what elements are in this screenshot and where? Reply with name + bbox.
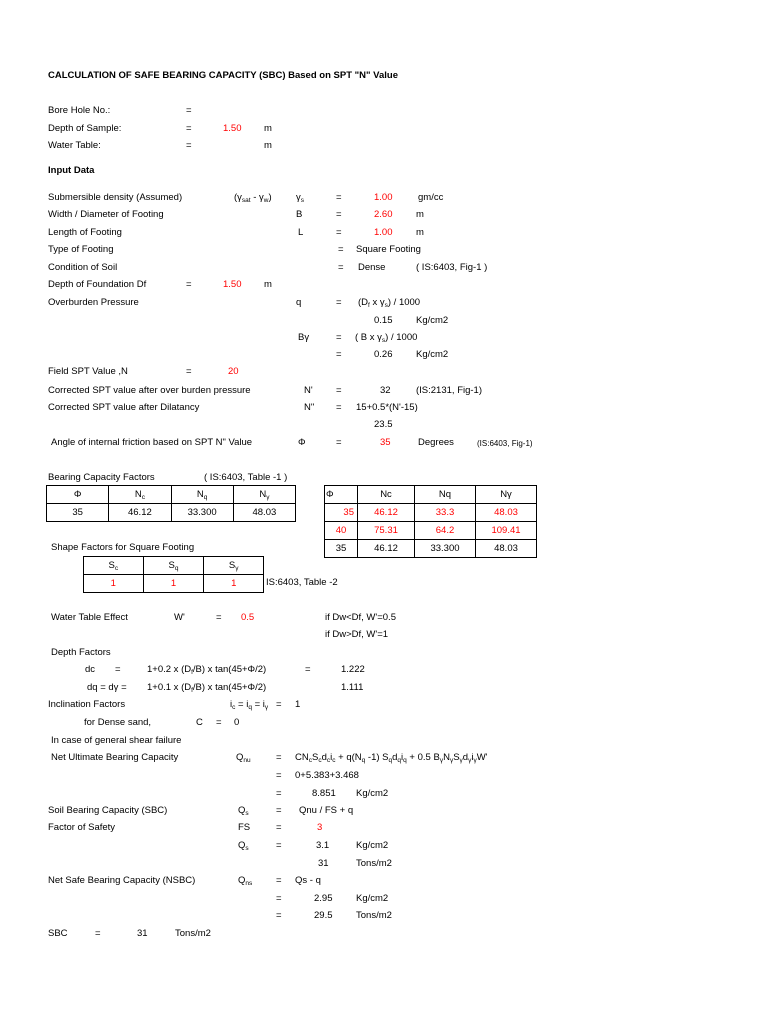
column-header-nc: $N_c$ <box>109 486 171 504</box>
equals-sign: = <box>276 805 282 816</box>
column-header-phi: Φ <box>325 486 358 504</box>
unit-m: m <box>264 140 272 151</box>
depth-foundation-value: 1.50 <box>223 279 242 290</box>
equals-sign: = <box>336 402 342 413</box>
table-header-row <box>47 486 296 504</box>
dc-formula: 1+0.2 x $(D_f/B)$ x tan(45+Φ/2) <box>147 664 267 676</box>
table-cell: 1 <box>84 575 144 593</box>
general-shear-label: In case of general shear failure <box>51 735 182 746</box>
net-ultimate-bearing-capacity-label: Net Ultimate Bearing Capacity <box>51 752 179 763</box>
corrected-spt-overburden-reference: (IS:2131, Fig-1) <box>416 385 482 396</box>
equals-sign: = <box>336 385 342 396</box>
equals-sign: = <box>95 928 101 939</box>
table-cell: 48.03 <box>476 504 537 522</box>
equals-sign: = <box>276 788 282 799</box>
qs-tons-value: 31 <box>318 858 329 869</box>
equals-sign: = <box>186 279 192 290</box>
equals-sign: = <box>338 262 344 273</box>
table-cell: 1 <box>204 575 264 593</box>
table-cell: 35 <box>325 504 358 522</box>
table-header-row <box>84 557 264 575</box>
input-data-heading: Input Data <box>48 165 95 176</box>
page-title: CALCULATION OF SAFE BEARING CAPACITY (SBC) Based on SPT "N" Value <box>48 70 398 81</box>
unit-tonsm2: Tons/m2 <box>356 858 392 869</box>
equals-sign: = <box>336 297 342 308</box>
equals-sign: = <box>336 437 342 448</box>
sbc-formula: Qnu / FS + q <box>299 805 354 816</box>
nubc-formula: $CN_cS_cd_ci_c + q(N_q$ -1) $S_qd_qi_q + 0.5$ $B_\gamma N_\gamma S_\gamma d_\gamma i_\gamma W'$ <box>295 752 488 764</box>
condition-soil-value: Dense <box>358 262 386 273</box>
corrected-spt-dilatancy-label: Corrected SPT value after Dilatancy <box>48 402 200 413</box>
n-prime-symbol: N' <box>304 385 313 396</box>
equals-sign: = <box>336 349 342 360</box>
bearing-capacity-factors-reference: ( IS:6403, Table -1 ) <box>204 472 288 483</box>
unit-m: m <box>264 279 272 290</box>
length-footing-label: Length of Footing <box>48 227 122 238</box>
nsbc-formula: Qs - q <box>295 875 321 886</box>
width-symbol: B <box>296 209 303 220</box>
cohesion-value: 0 <box>234 717 240 728</box>
equals-sign: = <box>276 770 282 781</box>
equals-sign: = <box>216 612 222 623</box>
interpolation-table <box>324 485 537 558</box>
equals-sign: = <box>115 664 121 675</box>
corrected-spt-overburden-label: Corrected SPT value after over burden pressure <box>48 385 251 396</box>
length-symbol: L <box>298 227 304 238</box>
water-table-effect-value: 0.5 <box>241 612 255 623</box>
condition-soil-reference: ( IS:6403, Fig-1 ) <box>416 262 488 273</box>
equals-sign: = <box>276 822 282 833</box>
table-cell: 35 <box>47 504 109 522</box>
nsbc-tons-value: 29.5 <box>314 910 333 921</box>
qnu-symbol: $Q_{nu}$ <box>236 752 251 764</box>
column-header-sc: $S_c$ <box>84 557 144 575</box>
dq-value: 1.111 <box>341 682 364 693</box>
unit-m: m <box>416 227 424 238</box>
field-spt-value: 20 <box>228 366 239 377</box>
equals-sign: = <box>216 717 222 728</box>
table-cell: 46.12 <box>358 540 415 558</box>
net-safe-bearing-capacity-label: Net Safe Bearing Capacity (NSBC) <box>48 875 196 886</box>
dense-sand-label: for Dense sand, <box>84 717 152 728</box>
dc-value: 1.222 <box>341 664 365 675</box>
unit-kgcm2: Kg/cm2 <box>416 349 449 360</box>
nubc-value: 8.851 <box>312 788 336 799</box>
qns-symbol: $Q_{ns}$ <box>238 875 253 887</box>
equals-sign: = <box>186 123 192 134</box>
nsbc-value: 2.95 <box>314 893 333 904</box>
type-footing-value: Square Footing <box>356 244 421 255</box>
equals-sign: = <box>276 752 282 763</box>
overburden-formula: ($D_f$ x $\gamma_s) / 1000$ <box>358 297 421 309</box>
overburden-value: 0.15 <box>374 315 393 326</box>
field-spt-label: Field SPT Value ,N <box>48 366 128 377</box>
qs-value: 3.1 <box>316 840 330 851</box>
table-cell: 75.31 <box>358 522 415 540</box>
column-header-sgamma: $S_\gamma$ <box>204 557 264 575</box>
phi-symbol: Φ <box>298 437 306 448</box>
depth-of-sample-label: Depth of Sample: <box>48 123 122 134</box>
submersible-density-expression: $(\gamma_{sat} - \gamma_w)$ <box>234 192 272 204</box>
width-value: 2.60 <box>374 209 393 220</box>
table-row <box>84 575 264 593</box>
equals-sign: = <box>276 910 282 921</box>
table-cell: 48.03 <box>233 504 295 522</box>
table-row <box>325 540 537 558</box>
depth-factors-label: Depth Factors <box>51 647 111 658</box>
b-gamma-formula: ( B x $\gamma_s) / 1000$ <box>355 332 418 344</box>
bearing-capacity-factors-label: Bearing Capacity Factors <box>48 472 155 483</box>
equals-sign: = <box>276 893 282 904</box>
dc-label: dc <box>85 664 96 675</box>
shape-factors-table <box>83 556 264 593</box>
table-row <box>325 522 537 540</box>
bore-hole-label: Bore Hole No.: <box>48 105 111 116</box>
depth-foundation-label: Depth of Foundation Df <box>48 279 147 290</box>
b-gamma-value: 0.26 <box>374 349 393 360</box>
submersible-density-value: 1.00 <box>374 192 393 203</box>
shape-factors-reference: IS:6403, Table -2 <box>266 577 338 588</box>
table-cell: 33.3 <box>415 504 476 522</box>
column-header-nq: $N_q$ <box>171 486 233 504</box>
dq-label: dq = dγ = <box>87 682 127 693</box>
equals-sign: = <box>338 244 344 255</box>
nubc-step: 0+5.383+3.468 <box>295 770 359 781</box>
water-table-condition-1: if Dw<Df, W'=0.5 <box>325 612 396 623</box>
column-header-ngamma: $N_\gamma$ <box>233 486 295 504</box>
length-value: 1.00 <box>374 227 393 238</box>
final-sbc-label: SBC <box>48 928 68 939</box>
factor-of-safety-value: 3 <box>317 822 323 833</box>
type-footing-label: Type of Footing <box>48 244 114 255</box>
friction-angle-unit: Degrees <box>418 437 454 448</box>
submersible-density-label: Submersible density (Assumed) <box>48 192 183 203</box>
inclination-factors-label: Inclination Factors <box>48 699 126 710</box>
unit-m: m <box>416 209 424 220</box>
unit-tonsm2: Tons/m2 <box>175 928 211 939</box>
equals-sign: = <box>186 366 192 377</box>
submersible-density-unit: gm/cc <box>418 192 444 203</box>
table-cell: 64.2 <box>415 522 476 540</box>
n-double-prime-symbol: N" <box>304 402 315 413</box>
table-row <box>47 504 296 522</box>
equals-sign: = <box>186 105 192 116</box>
shape-factors-label: Shape Factors for Square Footing <box>51 542 195 553</box>
corrected-spt-dilatancy-value: 23.5 <box>374 419 393 430</box>
equals-sign: = <box>336 227 342 238</box>
table-cell: 46.12 <box>358 504 415 522</box>
friction-angle-value: 35 <box>380 437 391 448</box>
table-cell: 35 <box>325 540 358 558</box>
condition-soil-label: Condition of Soil <box>48 262 118 273</box>
final-sbc-value: 31 <box>137 928 148 939</box>
b-gamma-symbol: Bγ <box>298 332 310 343</box>
equals-sign: = <box>276 875 282 886</box>
friction-angle-reference: (IS:6403, Fig-1) <box>477 439 533 448</box>
equals-sign: = <box>305 664 311 675</box>
table-row <box>325 504 537 522</box>
column-header-ngamma: Nγ <box>476 486 537 504</box>
table-header-row <box>325 486 537 504</box>
unit-m: m <box>264 123 272 134</box>
table-cell: 48.03 <box>476 540 537 558</box>
table-cell: 33.300 <box>415 540 476 558</box>
equals-sign: = <box>186 140 192 151</box>
depth-of-sample-value: 1.50 <box>223 123 242 134</box>
table-cell: 109.41 <box>476 522 537 540</box>
w-prime-symbol: W' <box>174 612 185 623</box>
column-header-phi: Φ <box>47 486 109 504</box>
fs-symbol: FS <box>238 822 251 833</box>
water-table-condition-2: if Dw>Df, W'=1 <box>325 629 389 640</box>
equals-sign: = <box>336 209 342 220</box>
table-cell: 46.12 <box>109 504 171 522</box>
unit-kgcm2: Kg/cm2 <box>416 315 449 326</box>
corrected-spt-dilatancy-formula: 15+0.5*(N'-15) <box>356 402 418 413</box>
friction-angle-label: Angle of internal friction based on SPT N" Value <box>51 437 253 448</box>
width-footing-label: Width / Diameter of Footing <box>48 209 164 220</box>
equals-sign: = <box>336 332 342 343</box>
unit-kgcm2: Kg/cm2 <box>356 893 389 904</box>
equals-sign: = <box>336 192 342 203</box>
c-symbol: C <box>196 717 203 728</box>
equals-sign: = <box>276 699 282 710</box>
table-cell: 40 <box>325 522 358 540</box>
qs-symbol: $Q_s$ <box>238 805 249 817</box>
soil-bearing-capacity-label: Soil Bearing Capacity (SBC) <box>48 805 168 816</box>
water-table-label: Water Table: <box>48 140 101 151</box>
dq-formula: 1+0.1 x $(D_f/B)$ x tan(45+Φ/2) <box>147 682 267 694</box>
overburden-pressure-label: Overburden Pressure <box>48 297 139 308</box>
unit-kgcm2: Kg/cm2 <box>356 840 389 851</box>
table-cell: 1 <box>143 575 204 593</box>
corrected-spt-overburden-value: 32 <box>380 385 391 396</box>
equals-sign: = <box>276 840 282 851</box>
table-cell: 33.300 <box>171 504 233 522</box>
gamma-s-symbol: $\gamma_s$ <box>296 192 304 204</box>
unit-kgcm2: Kg/cm2 <box>356 788 389 799</box>
factor-of-safety-label: Factor of Safety <box>48 822 116 833</box>
inclination-value: 1 <box>295 699 301 710</box>
water-table-effect-label: Water Table Effect <box>51 612 128 623</box>
overburden-symbol: q <box>296 297 302 308</box>
column-header-nq: Nq <box>415 486 476 504</box>
inclination-expression: $i_c = i_q = i_\gamma$ <box>230 699 269 711</box>
column-header-nc: Nc <box>358 486 415 504</box>
column-header-sq: $S_q$ <box>143 557 204 575</box>
qs-symbol: $Q_s$ <box>238 840 249 852</box>
bearing-capacity-factors-table <box>46 485 296 522</box>
unit-tonsm2: Tons/m2 <box>356 910 392 921</box>
